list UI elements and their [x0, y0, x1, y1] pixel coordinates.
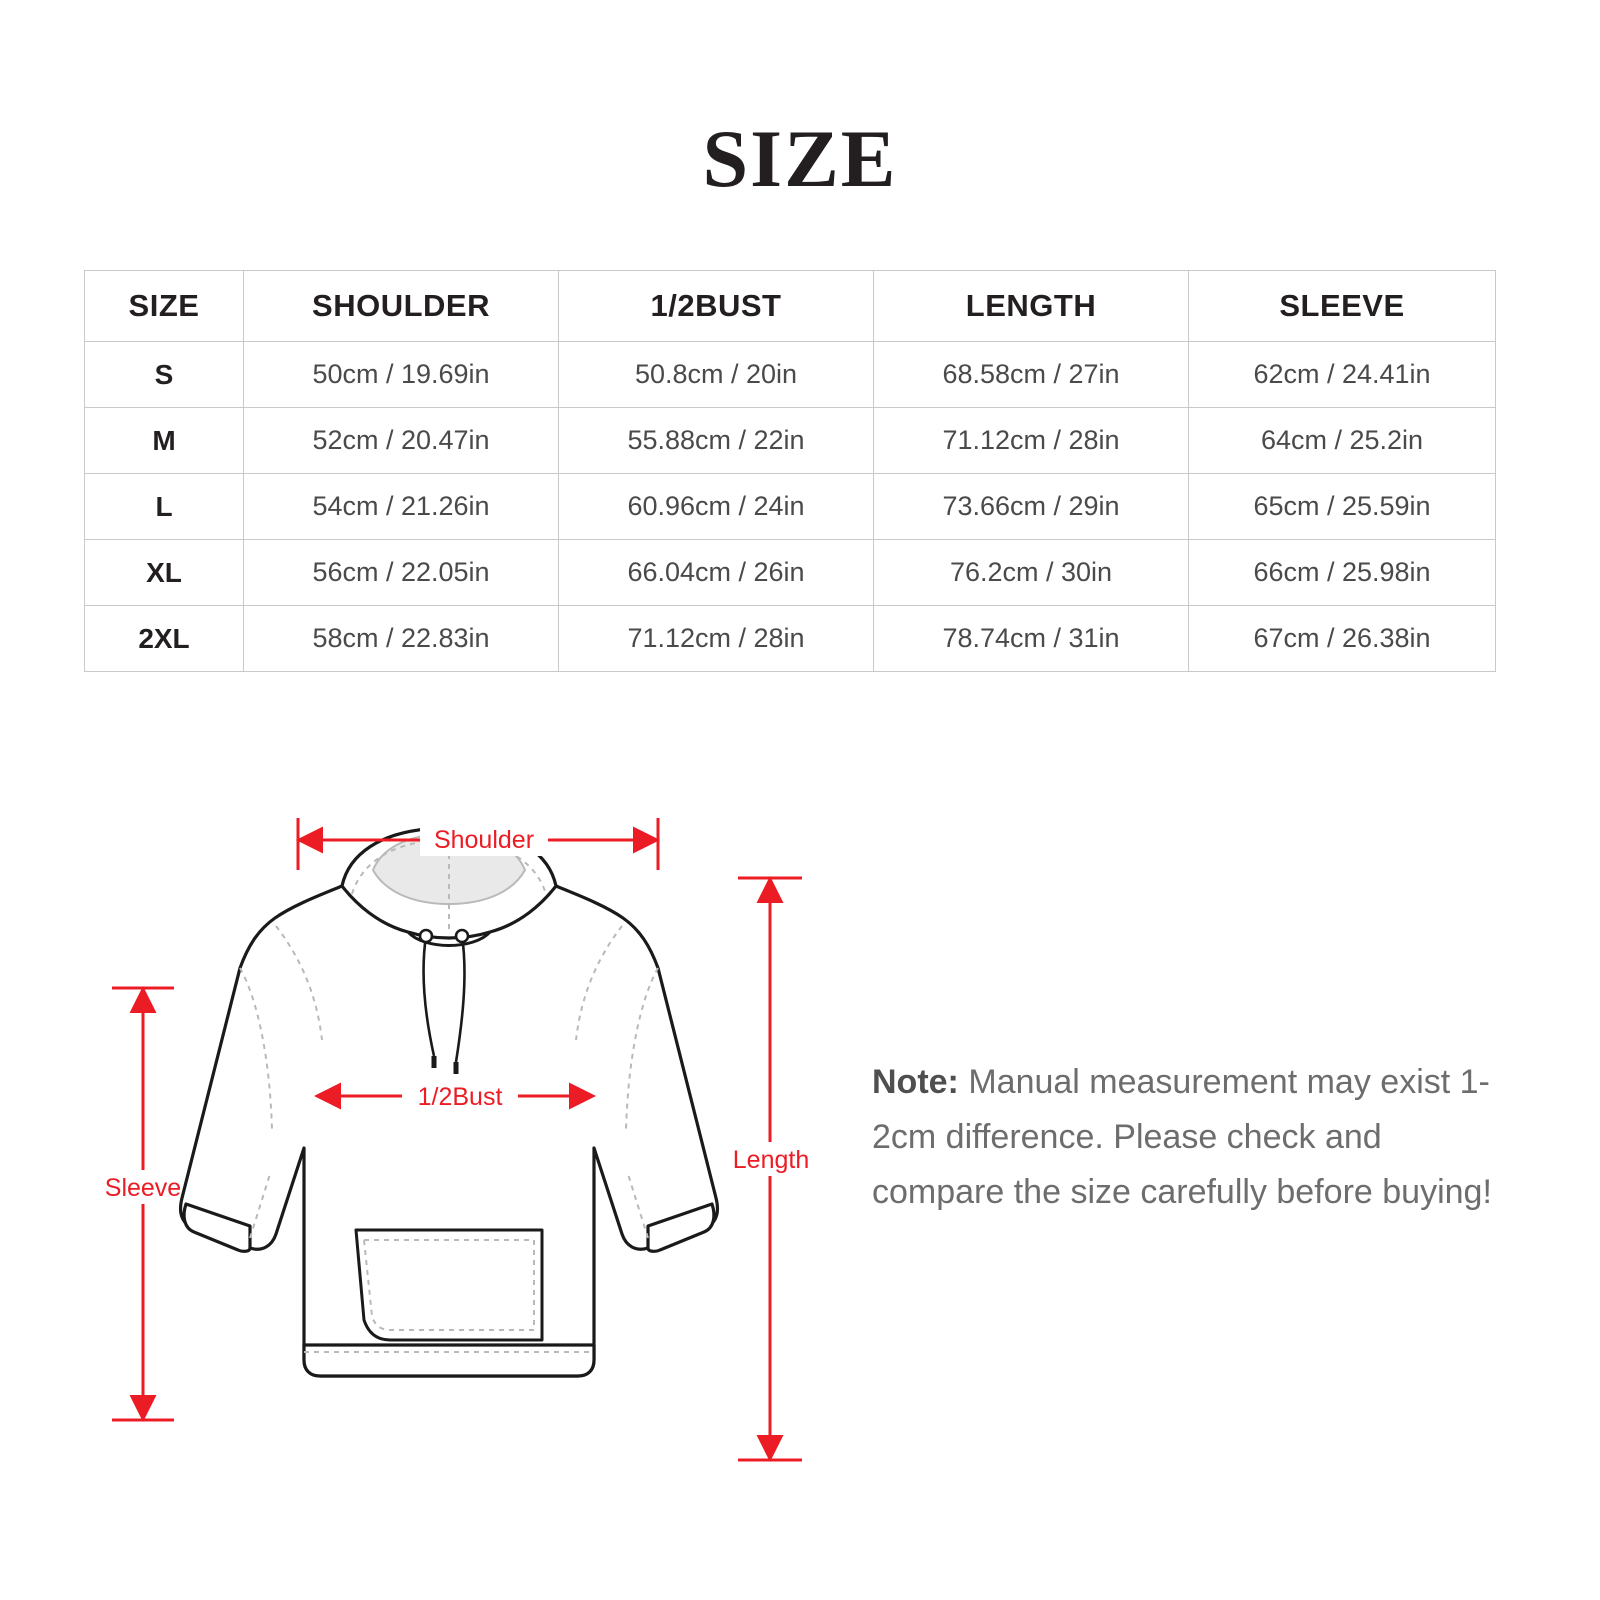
cell-bust: 66.04cm / 26in — [559, 540, 874, 606]
garment-measurement-diagram — [90, 800, 850, 1500]
sleeve-label: Sleeve — [104, 1174, 182, 1202]
column-header-size: SIZE — [85, 271, 244, 342]
table-header-row — [85, 271, 1496, 342]
cell-shoulder: 54cm / 21.26in — [244, 474, 559, 540]
table-row — [85, 474, 1496, 540]
cell-sleeve: 65cm / 25.59in — [1189, 474, 1496, 540]
table-row — [85, 606, 1496, 672]
cell-bust: 55.88cm / 22in — [559, 408, 874, 474]
cell-length: 78.74cm / 31in — [874, 606, 1189, 672]
length-label: Length — [732, 1146, 810, 1174]
page-title: SIZE — [702, 113, 898, 204]
cell-bust: 71.12cm / 28in — [559, 606, 874, 672]
cell-bust: 60.96cm / 24in — [559, 474, 874, 540]
measurement-note — [872, 1055, 1502, 1220]
column-header-shoulder: SHOULDER — [244, 271, 559, 342]
cell-sleeve: 62cm / 24.41in — [1189, 342, 1496, 408]
table-row — [85, 408, 1496, 474]
cell-sleeve: 66cm / 25.98in — [1189, 540, 1496, 606]
cell-sleeve: 67cm / 26.38in — [1189, 606, 1496, 672]
note-label: Note: — [872, 1063, 959, 1101]
cell-sleeve: 64cm / 25.2in — [1189, 408, 1496, 474]
cell-size: XL — [85, 540, 244, 606]
table-row — [85, 540, 1496, 606]
bust-label: 1/2Bust — [417, 1083, 503, 1111]
cell-size: S — [85, 342, 244, 408]
cell-shoulder: 52cm / 20.47in — [244, 408, 559, 474]
column-header-bust: 1/2BUST — [559, 271, 874, 342]
cell-shoulder: 58cm / 22.83in — [244, 606, 559, 672]
cell-size: L — [85, 474, 244, 540]
cell-shoulder: 56cm / 22.05in — [244, 540, 559, 606]
cell-bust: 50.8cm / 20in — [559, 342, 874, 408]
cell-length: 68.58cm / 27in — [874, 342, 1189, 408]
size-chart-table — [84, 270, 1496, 672]
cell-length: 71.12cm / 28in — [874, 408, 1189, 474]
cell-shoulder: 50cm / 19.69in — [244, 342, 559, 408]
cell-size: 2XL — [85, 606, 244, 672]
table-row — [85, 342, 1496, 408]
column-header-length: LENGTH — [874, 271, 1189, 342]
cell-size: M — [85, 408, 244, 474]
cell-length: 76.2cm / 30in — [874, 540, 1189, 606]
note-text: Manual measurement may exist 1-2cm difference. Please check and compare the size carefully before buying! — [872, 1063, 1492, 1212]
column-header-sleeve: SLEEVE — [1189, 271, 1496, 342]
shoulder-label: Shoulder — [433, 826, 535, 854]
cell-length: 73.66cm / 29in — [874, 474, 1189, 540]
